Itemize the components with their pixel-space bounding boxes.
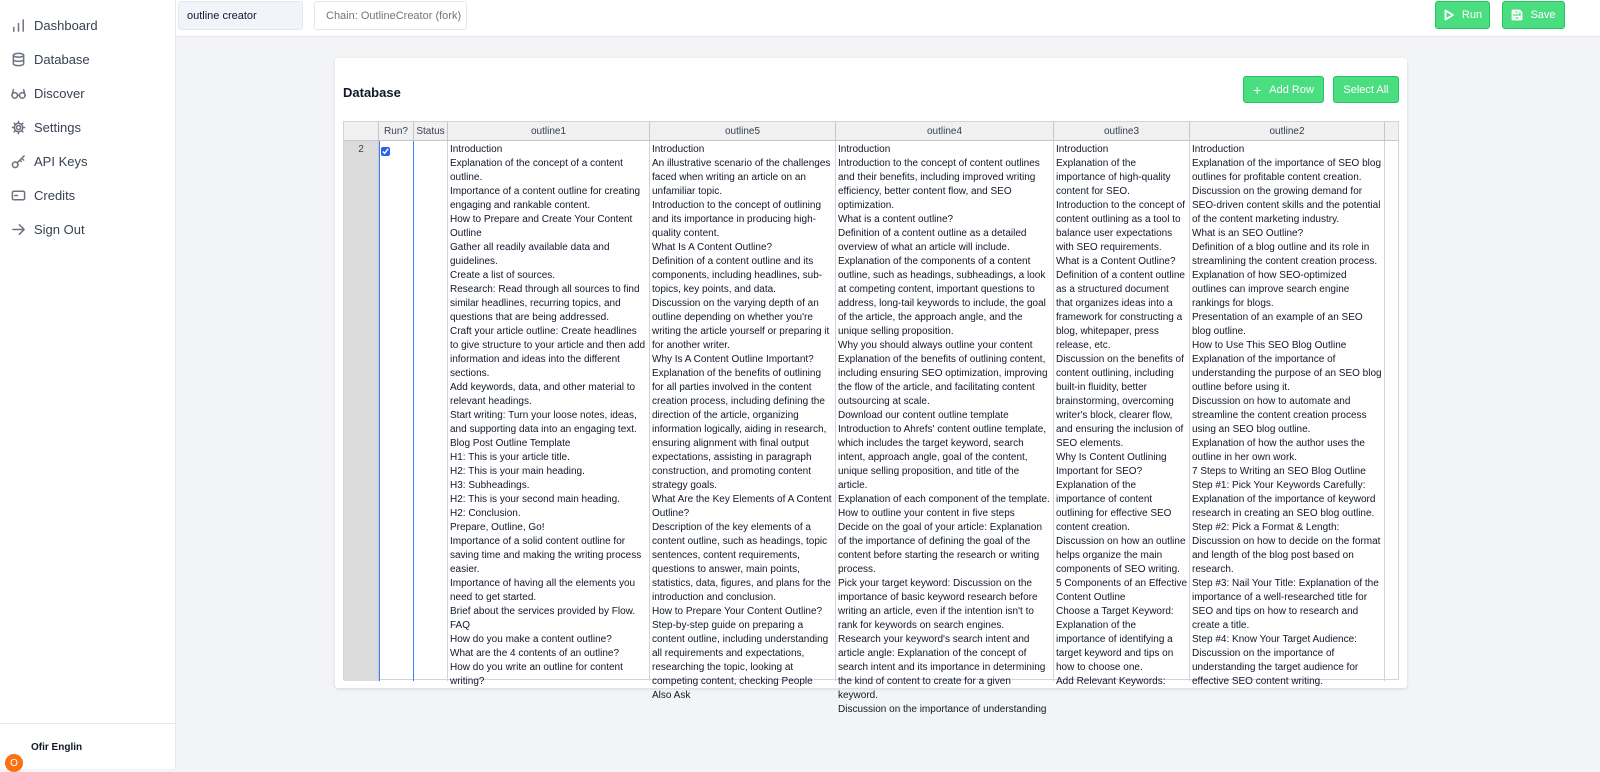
sidebar-nav xyxy=(0,0,175,246)
header-corner[interactable] xyxy=(344,122,379,141)
header-outline2[interactable]: outline2 xyxy=(1190,122,1385,141)
sidebar-item-label: API Keys xyxy=(34,153,88,169)
header-outline3[interactable]: outline3 xyxy=(1054,122,1190,141)
sidebar-item-api-keys[interactable] xyxy=(0,144,175,178)
header-run[interactable]: Run? xyxy=(379,122,414,141)
sidebar-item-dashboard[interactable] xyxy=(0,8,175,42)
run-button-label: Run xyxy=(1461,9,1483,21)
add-row-button[interactable] xyxy=(1243,76,1324,103)
save-button-label: Save xyxy=(1530,9,1556,21)
outline3-cell[interactable]: Introduction Explanation of the importance of high-quality content for SEO. Introduction to the concept of content outlining as a tool to balance user expectations with SEO requirements. What is a Content Outline? Definition of a content outline as a structured document that organizes ideas into a framework for constructing a blog, whitepaper, press release, etc. Discussion on the benefits of content outlining, including built-in fluidity, better brainstorming, overcoming writer's block, clearer flow, and ensuring the inclusion of SEO elements. Why Is Content Outlining Important for SEO? Explanation of the importance of content outlining for effective SEO content creation. Discussion on how an outline helps organize the main components of SEO writing. 5 Components of an Effective Content Outline Choose a Target Keyword: Explanation of the importance of identifying a target keyword and tips on how to choose one. Add Relevant Keywords: xyxy=(1054,141,1190,681)
data-grid xyxy=(343,121,1399,715)
sidebar-item-label: Sign Out xyxy=(34,221,85,237)
header-outline1[interactable]: outline1 xyxy=(448,122,650,141)
sidebar-item-label: Dashboard xyxy=(34,17,98,33)
plus-icon: + xyxy=(1253,81,1262,98)
topbar xyxy=(176,0,1600,37)
header-outline4[interactable]: outline4 xyxy=(836,122,1054,141)
run-button[interactable] xyxy=(1435,1,1490,29)
header-status[interactable]: Status xyxy=(414,122,448,141)
outline5-cell[interactable]: Introduction An illustrative scenario of the challenges faced when writing an article on an unfamiliar topic. Introduction to the concept of outlining and its importance in producing high-quality content. What Is A Content Outline? Definition of a content outline and its components, including headlines, sub-topics, key points, and data. Discussion on the varying depth of an outline depending on whether you're writing the article yourself or preparing it for another writer. Why Is A Content Outline Important? Explanation of the benefits of outlining for all parties involved in the content creation process, including defining the direction of the article, organizing information logically, aiding in research, ensuring alignment with final output expectations, assisting in paragraph construction, and promoting content strategy goals. What Are the Key Elements of A Content Outline? Description of the key elements of a content outline, such as headings, topic sentences, content requirements, questions to answer, main points, statistics, data, figures, and plans for the introduction and conclusion. How to Prepare Your Content Outline? Step-by-step guide on preparing a content outline, including understanding all requirements and expectations, researching the topic, looking at competing content, checking People Also Ask xyxy=(650,141,836,681)
database-card xyxy=(335,58,1407,715)
sidebar-item-label: Discover xyxy=(34,85,85,101)
header-outline5[interactable]: outline5 xyxy=(650,122,836,141)
arrow-right-icon xyxy=(10,221,26,237)
save-icon xyxy=(1511,9,1523,21)
database-icon xyxy=(10,51,26,67)
sidebar-item-database[interactable] xyxy=(0,42,175,76)
sidebar-item-label: Settings xyxy=(34,119,81,135)
sidebar xyxy=(0,0,176,769)
sidebar-item-label: Credits xyxy=(34,187,76,203)
key-icon xyxy=(10,153,26,169)
run-cell[interactable] xyxy=(379,141,414,681)
outline4-cell[interactable]: Introduction Introduction to the concept of content outlines and their benefits, including improved writing efficiency, better content flow, and SEO optimization. What is a content outline? Definition of a content outline as a detailed overview of what an article will include. Explanation of the components of a content outline, such as headings, subheadings, a look at competing content, important questions to address, long-tail keywords to include, the goal of the article, the approach angle, and the unique selling proposition. Why you should always outline your content Explanation of the benefits of outlining content, including ensuring SEO optimization, improving the flow of the article, and facilitating content outsourcing at scale. Download our content outline template Introduction to Ahrefs' content outline template, which includes the target keyword, search intent, approach angle, goal of the content, unique selling proposition, and title of the article. Explanation of each component of the template. How to outline your content in five steps Decide on the goal of your article: Explanation of the importance of defining the goal of the content before starting the research or writing process. Pick your target keyword: Discussion on the importance of basic keyword research before writing an article, even if the intention isn't to rank for keywords on search engines. Research your keyword's search intent and article angle: Explanation of the concept of search intent and its importance in determining the kind of content to create for a given keyword. Discussion on the importance of understanding xyxy=(836,141,1054,681)
gear-icon xyxy=(10,119,26,135)
row-spacer xyxy=(1385,141,1398,681)
sidebar-item-label: Database xyxy=(34,51,90,67)
status-cell[interactable] xyxy=(414,141,448,681)
bar-chart-icon xyxy=(10,17,26,33)
outline1-cell[interactable]: Introduction Explanation of the concept of a content outline. Importance of a content outline for creating engaging and rankable content. How to Prepare and Create Your Content Outline Gather all readily available data and guidelines. Create a list of sources. Research: Read through all sources to find similar headlines, recurring topics, and questions that are being addressed. Craft your article outline: Create headlines to give structure to your article and then add information and ideas into the different sections. Add keywords, data, and other material to relevant headings. Start writing: Turn your loose notes, ideas, and supporting data into an engaging text. Blog Post Outline Template H1: This is your article title. H2: This is your main heading. H3: Subheadings. H2: This is your second main heading. H2: Conclusion. Prepare, Outline, Go! Importance of a solid content outline for saving time and making the writing process easier. Importance of having all the elements you need to get started. Brief about the services provided by Flow. FAQ How do you make a content outline? What are the 4 contents of an outline? How do you write an outline for content writing? xyxy=(448,141,650,681)
run-checkbox[interactable] xyxy=(381,147,390,156)
avatar: O xyxy=(5,754,23,772)
card-title: Database xyxy=(343,85,401,100)
sidebar-item-credits[interactable] xyxy=(0,178,175,212)
chain-select-input[interactable] xyxy=(314,1,467,30)
credit-card-icon xyxy=(10,187,26,203)
outline2-cell[interactable]: Introduction Explanation of the importance of SEO blog outlines for profitable content creation. Discussion on the growing demand for SEO-driven content skills and the potential of the content marketing industry. What is an SEO Outline? Definition of a blog outline and its role in streamlining the content creation process. Explanation of how SEO-optimized outlines can improve search engine rankings for blogs. Presentation of an example of an SEO blog outline. How to Use This SEO Blog Outline Explanation of the importance of understanding the purpose of an SEO blog outline before using it. Discussion on how to automate and streamline the content creation process using an SEO blog outline. Explanation of how the author uses the outline in her own work. 7 Steps to Writing an SEO Blog Outline Step #1: Pick Your Keywords Carefully: Explanation of the importance of keyword research in creating an SEO blog outline. Step #2: Pick a Format & Length: Discussion on how to decide on the format and length of the blog post based on research. Step #3: Nail Your Title: Explanation of the importance of a well-researched title for SEO and tips on how to research and create a title. Step #4: Know Your Target Audience: Discussion on the importance of understanding the target audience for effective SEO content writing. xyxy=(1190,141,1385,681)
table-row xyxy=(344,141,1398,715)
header-spacer xyxy=(1385,122,1398,141)
add-row-label: Add Row xyxy=(1269,83,1314,96)
glasses-icon xyxy=(10,85,26,101)
select-all-button[interactable]: Select All xyxy=(1333,76,1399,103)
row-number[interactable]: 2 xyxy=(344,141,379,681)
sidebar-item-settings[interactable] xyxy=(0,110,175,144)
sidebar-item-discover[interactable] xyxy=(0,76,175,110)
sidebar-item-sign-out[interactable] xyxy=(0,212,175,246)
chain-name-input[interactable] xyxy=(178,1,303,30)
save-button[interactable] xyxy=(1502,1,1565,29)
user-name: Ofir Englin xyxy=(31,742,83,753)
play-icon xyxy=(1443,9,1455,21)
user-profile[interactable] xyxy=(0,723,175,769)
grid-header xyxy=(344,122,1398,141)
